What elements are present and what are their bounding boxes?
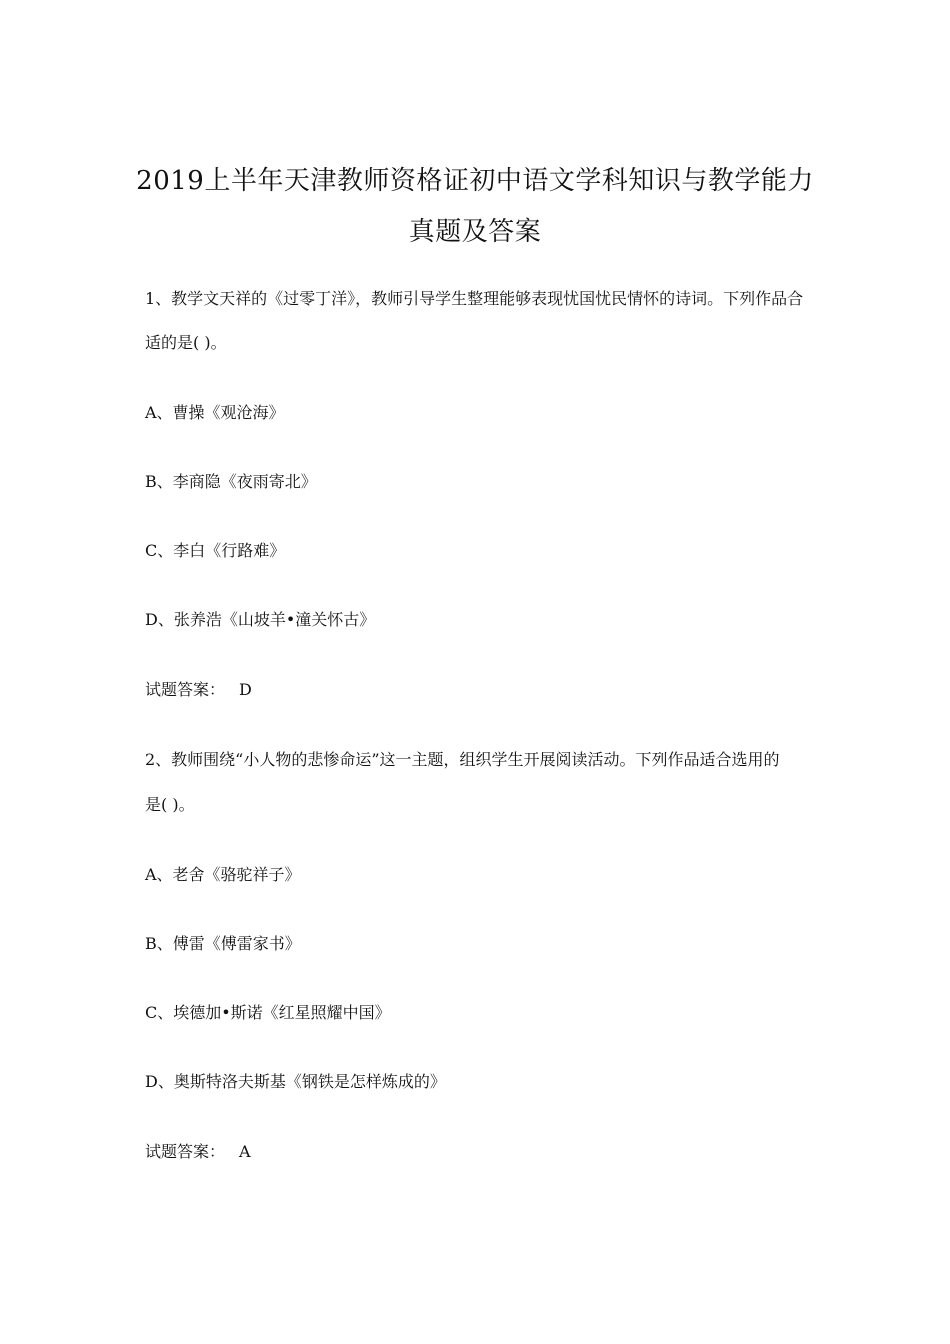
question-1-option-a: A、曹操《观沧海》	[145, 403, 285, 422]
question-1-answer	[145, 680, 815, 700]
question-2-option-c: C、埃德加•斯诺《红星照耀中国》	[145, 1003, 391, 1022]
question-2-option-d: D、奥斯特洛夫斯基《钢铁是怎样炼成的》	[145, 1072, 446, 1091]
answer-label: 试题答案：	[145, 1142, 226, 1161]
question-1-option-c: C、李白《行路难》	[145, 541, 286, 560]
question-2-option-a: A、老舍《骆驼祥子》	[145, 865, 301, 884]
question-1-stem-line-1: 1、教学文天祥的《过零丁洋》，教师引导学生整理能够表现忧国忧民情怀的诗词。下列作品合	[145, 289, 804, 308]
question-2-stem-line-2: 是( )。	[145, 795, 195, 814]
page-title-line-2: 真题及答案	[408, 217, 542, 247]
answer-value: A	[239, 1142, 251, 1161]
question-2-stem-line-1: 2、教师围绕“小人物的悲惨命运”这一主题，组织学生开展阅读活动。下列作品适合选用的	[145, 750, 780, 769]
question-2-answer	[145, 1142, 815, 1162]
answer-value: D	[239, 680, 252, 699]
page-title-line-1: 2019上半年天津教师资格证初中语文学科知识与教学能力	[136, 166, 814, 196]
answer-label: 试题答案：	[145, 680, 226, 699]
question-1-stem-line-2: 适的是( )。	[145, 333, 227, 352]
question-2-option-b: B、傅雷《傅雷家书》	[145, 934, 301, 953]
question-1-option-b: B、李商隐《夜雨寄北》	[145, 472, 317, 491]
question-1-option-d: D、张养浩《山坡羊•潼关怀古》	[145, 610, 376, 629]
